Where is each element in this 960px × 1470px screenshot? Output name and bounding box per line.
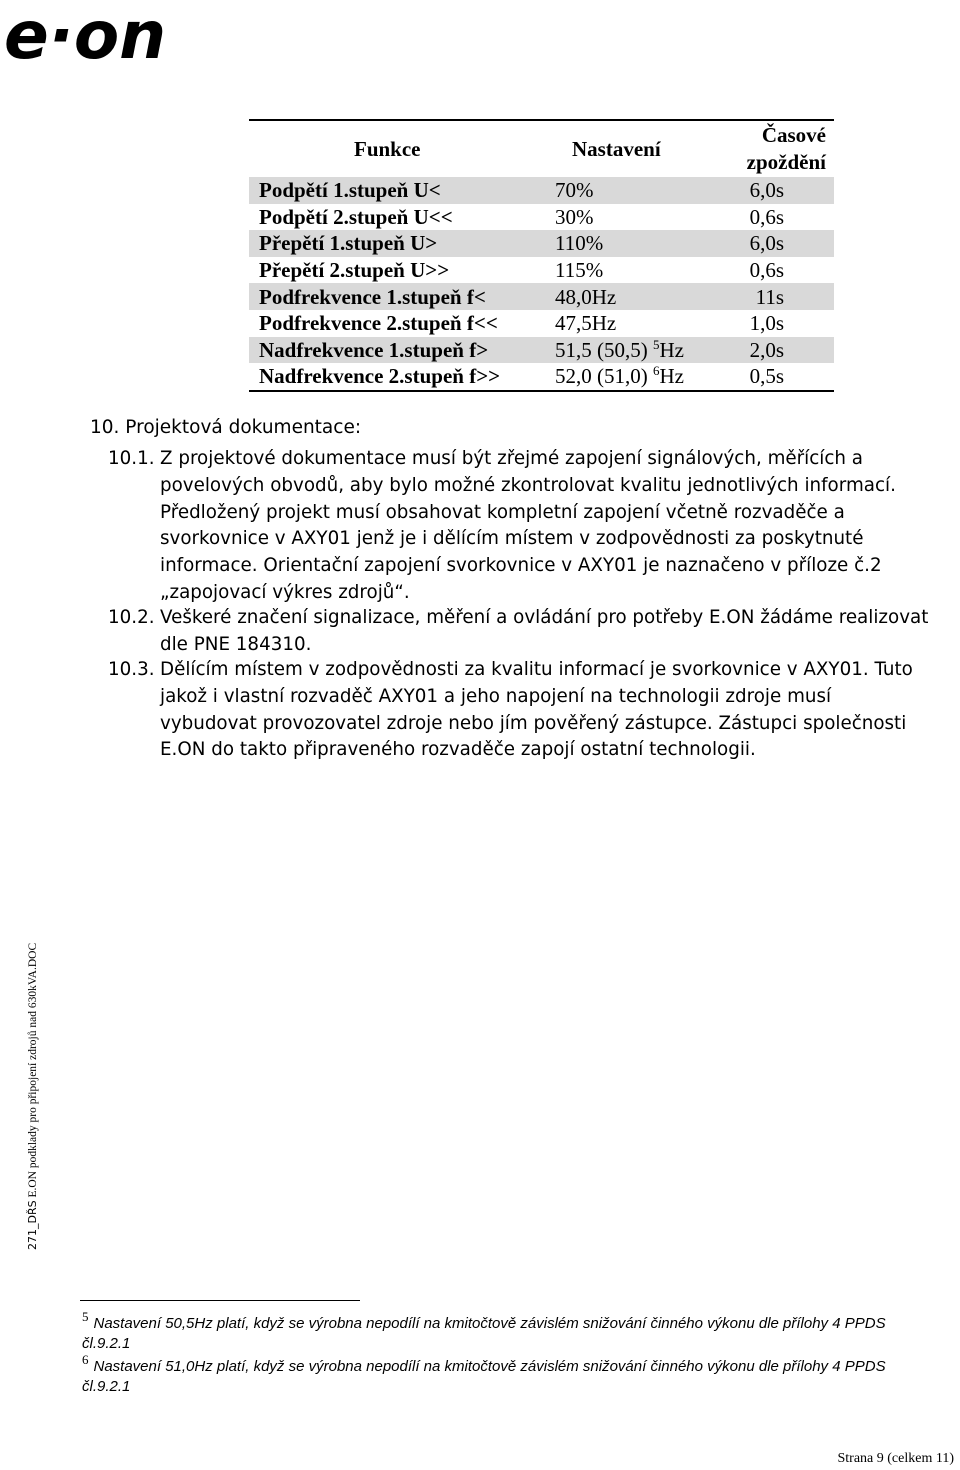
- cell-delay: 0,6s: [749, 204, 784, 229]
- cell-delay: 0,6s: [749, 258, 784, 283]
- cell-function: Nadfrekvence 1.stupeň f>: [259, 337, 489, 362]
- header-function: Funkce: [249, 120, 547, 177]
- cell-delay: 11s: [755, 284, 784, 309]
- cell-setting: 30%: [555, 204, 594, 229]
- paragraph-number: 10.1.: [108, 448, 155, 469]
- cell-setting: 47,5Hz: [555, 311, 617, 336]
- eon-logo: [0, 0, 220, 70]
- footnote-6: 6 Nastavení 51,0Hz platí, když se výrobna nepodílí na kmitočtově závislém snižování činného výkonu dle přílohy 4 PPDS čl.9.2.1: [82, 1352, 886, 1395]
- cell-function: Přepětí 2.stupeň U>>: [259, 258, 450, 283]
- table-row: [249, 177, 834, 204]
- cell-setting: 115%: [555, 258, 604, 283]
- paragraph-number: 10.2.: [108, 607, 155, 628]
- footnote-separator: [80, 1300, 360, 1301]
- document-filename: 271_DŘS E.ON podklady pro připojení zdrojů nad 630kVA.DOC: [26, 942, 39, 1250]
- cell-setting: 110%: [555, 231, 604, 256]
- paragraph-text: Z projektové dokumentace musí být zřejmé zapojení signálových, měřících a povelových obvodů, aby bylo možné zkontrolovat kvalitu jednotlivých informací. Předložený projekt musí obsahovat kompletní zapojení včetně rozvaděče a svorkovnice v AXY01 jenž je i dělícím místem v zodpovědnosti za poskytnuté informace. Orientační zapojení svorkovnice v AXY01 je naznačeno v příloze č.2 „zapojovací výkres zdrojů“.: [160, 448, 896, 603]
- cell-function: Podpětí 2.stupeň U<<: [259, 204, 453, 229]
- footnote-ref-6: 6: [653, 363, 660, 379]
- cell-delay: 6,0s: [749, 231, 784, 256]
- cell-delay: 1,0s: [749, 311, 784, 336]
- page-number: Strana 9 (celkem 11): [837, 1451, 954, 1466]
- footnote-ref-5: 5: [653, 336, 660, 352]
- cell-delay: 6,0s: [749, 178, 784, 203]
- table-row: [249, 230, 834, 257]
- paragraph-text: Dělícím místem v zodpovědnosti za kvalitu informací je svorkovnice v AXY01. Tuto jakož i vlastní rozvaděč AXY01 a jeho napojení na technologii zdroje musí vybudovat provozovatel zdroje nebo jím pověřený zástupce. Zástupci společnosti E.ON do takto připraveného rozvaděče zapojí ostatní technologii.: [160, 659, 913, 761]
- header-delay: Časové zpoždění: [725, 120, 834, 177]
- header-setting: Nastavení: [547, 120, 725, 177]
- table-row: [249, 283, 834, 310]
- cell-function: Podpětí 1.stupeň U<: [259, 178, 441, 203]
- table-row: [249, 363, 834, 391]
- footnote-5: 5 Nastavení 50,5Hz platí, když se výrobna nepodílí na kmitočtově závislém snižování činného výkonu dle přílohy 4 PPDS čl.9.2.1: [82, 1309, 886, 1352]
- table-row: [249, 257, 834, 284]
- section-heading: 10. Projektová dokumentace:: [90, 417, 362, 438]
- table-row: [249, 310, 834, 337]
- cell-setting: 48,0Hz: [555, 284, 617, 309]
- table-header-row: [249, 120, 834, 177]
- cell-delay: 0,5s: [725, 363, 834, 391]
- logo-text: e·on: [4, 0, 167, 70]
- cell-function: Podfrekvence 2.stupeň f<<: [259, 311, 498, 336]
- cell-function: Podfrekvence 1.stupeň f<: [259, 284, 486, 309]
- table-row: [249, 337, 834, 364]
- cell-setting: 52,0 (51,0) $^6$Hz: [547, 363, 725, 391]
- table-row: [249, 204, 834, 231]
- protection-settings-table: [249, 119, 834, 392]
- paragraph-number: 10.3.: [108, 659, 155, 680]
- cell-function: Nadfrekvence 2.stupeň f>>: [249, 363, 547, 391]
- cell-function: Přepětí 1.stupeň U>: [259, 231, 438, 256]
- cell-setting: 70%: [555, 178, 594, 203]
- cell-setting: 51,5 (50,5) $^5$Hz: [555, 336, 684, 362]
- cell-delay: 2,0s: [749, 337, 784, 362]
- paragraph-text: Veškeré značení signalizace, měření a ovládání pro potřeby E.ON žádáme realizovat dle PNE 184310.: [160, 607, 929, 655]
